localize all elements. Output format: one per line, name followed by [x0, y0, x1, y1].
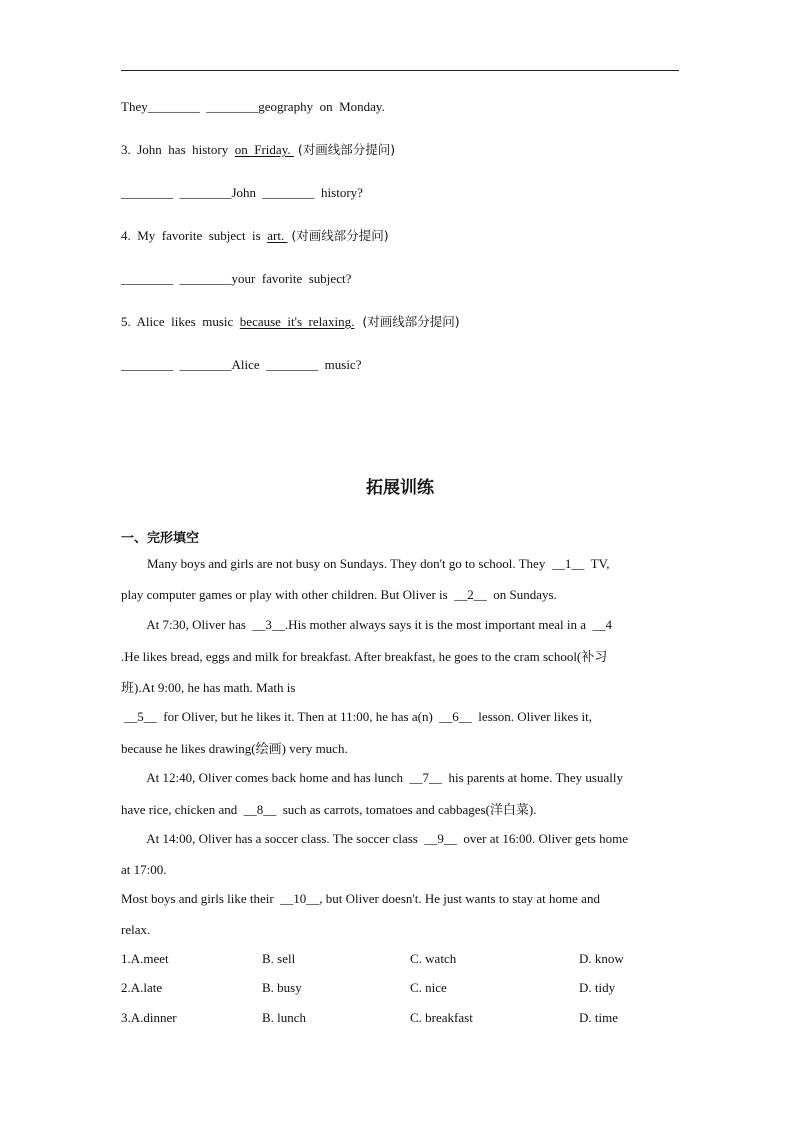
option-d[interactable]: D. tidy	[579, 980, 616, 995]
option-d[interactable]: D. know	[579, 951, 624, 966]
passage-line: 班).At 9:00, he has math. Math is	[121, 680, 296, 695]
passage-line: have rice, chicken and __8__ such as carrots, tomatoes and cabbages(洋白菜).	[121, 802, 537, 817]
question-3: 3. John has history on Friday. (对画线部分提问)	[121, 142, 396, 157]
header-rule	[121, 70, 679, 71]
passage-line: Many boys and girls are not busy on Sundays. They don't go to school. They __1__ TV,	[121, 556, 610, 571]
option-d[interactable]: D. time	[579, 1010, 618, 1025]
option-a[interactable]: 3.A.dinner	[121, 1010, 177, 1025]
question-4: 4. My favorite subject is art. (对画线部分提问)	[121, 228, 389, 243]
section-title: 拓展训练	[366, 478, 434, 498]
underlined-phrase: on Friday.	[234, 142, 294, 157]
underlined-phrase: because it's relaxing.	[239, 314, 355, 329]
option-c[interactable]: C. nice	[410, 980, 447, 995]
answer-line-2: They________ ________geography on Monday.	[121, 99, 385, 114]
passage-line: At 7:30, Oliver has __3__.His mother always says it is the most important meal in a __4	[121, 617, 613, 632]
passage-line: .He likes bread, eggs and milk for breakfast. After breakfast, he goes to the cram school(补习	[121, 649, 608, 664]
option-b[interactable]: B. busy	[262, 980, 302, 995]
answer-line-3: ________ ________John ________ history?	[121, 185, 363, 200]
answer-line-5: ________ ________Alice ________ music?	[121, 357, 362, 372]
passage-line: At 12:40, Oliver comes back home and has lunch __7__ his parents at home. They usually	[121, 770, 623, 785]
passage-line: Most boys and girls like their __10__, but Oliver doesn't. He just wants to stay at home and	[121, 891, 600, 906]
answer-line-4: ________ ________your favorite subject?	[121, 271, 352, 286]
option-c[interactable]: C. watch	[410, 951, 457, 966]
option-b[interactable]: B. lunch	[262, 1010, 307, 1025]
option-b[interactable]: B. sell	[262, 951, 296, 966]
passage-line: __5__ for Oliver, but he likes it. Then at 11:00, he has a(n) __6__ lesson. Oliver likes it,	[121, 709, 593, 724]
underlined-phrase: art.	[267, 228, 288, 243]
passage-line: play computer games or play with other children. But Oliver is __2__ on Sundays.	[121, 587, 557, 602]
passage-line: relax.	[121, 922, 151, 937]
passage-line: At 14:00, Oliver has a soccer class. The soccer class __9__ over at 16:00. Oliver gets home	[121, 831, 628, 846]
passage-line: at 17:00.	[121, 862, 167, 877]
option-a[interactable]: 2.A.late	[121, 980, 163, 995]
cloze-heading: 一、完形填空	[121, 531, 200, 546]
option-a[interactable]: 1.A.meet	[121, 951, 169, 966]
question-5: 5. Alice likes music because it's relaxing. (对画线部分提问)	[121, 314, 460, 329]
passage-line: because he likes drawing(绘画) very much.	[121, 741, 348, 756]
option-c[interactable]: C. breakfast	[410, 1010, 473, 1025]
